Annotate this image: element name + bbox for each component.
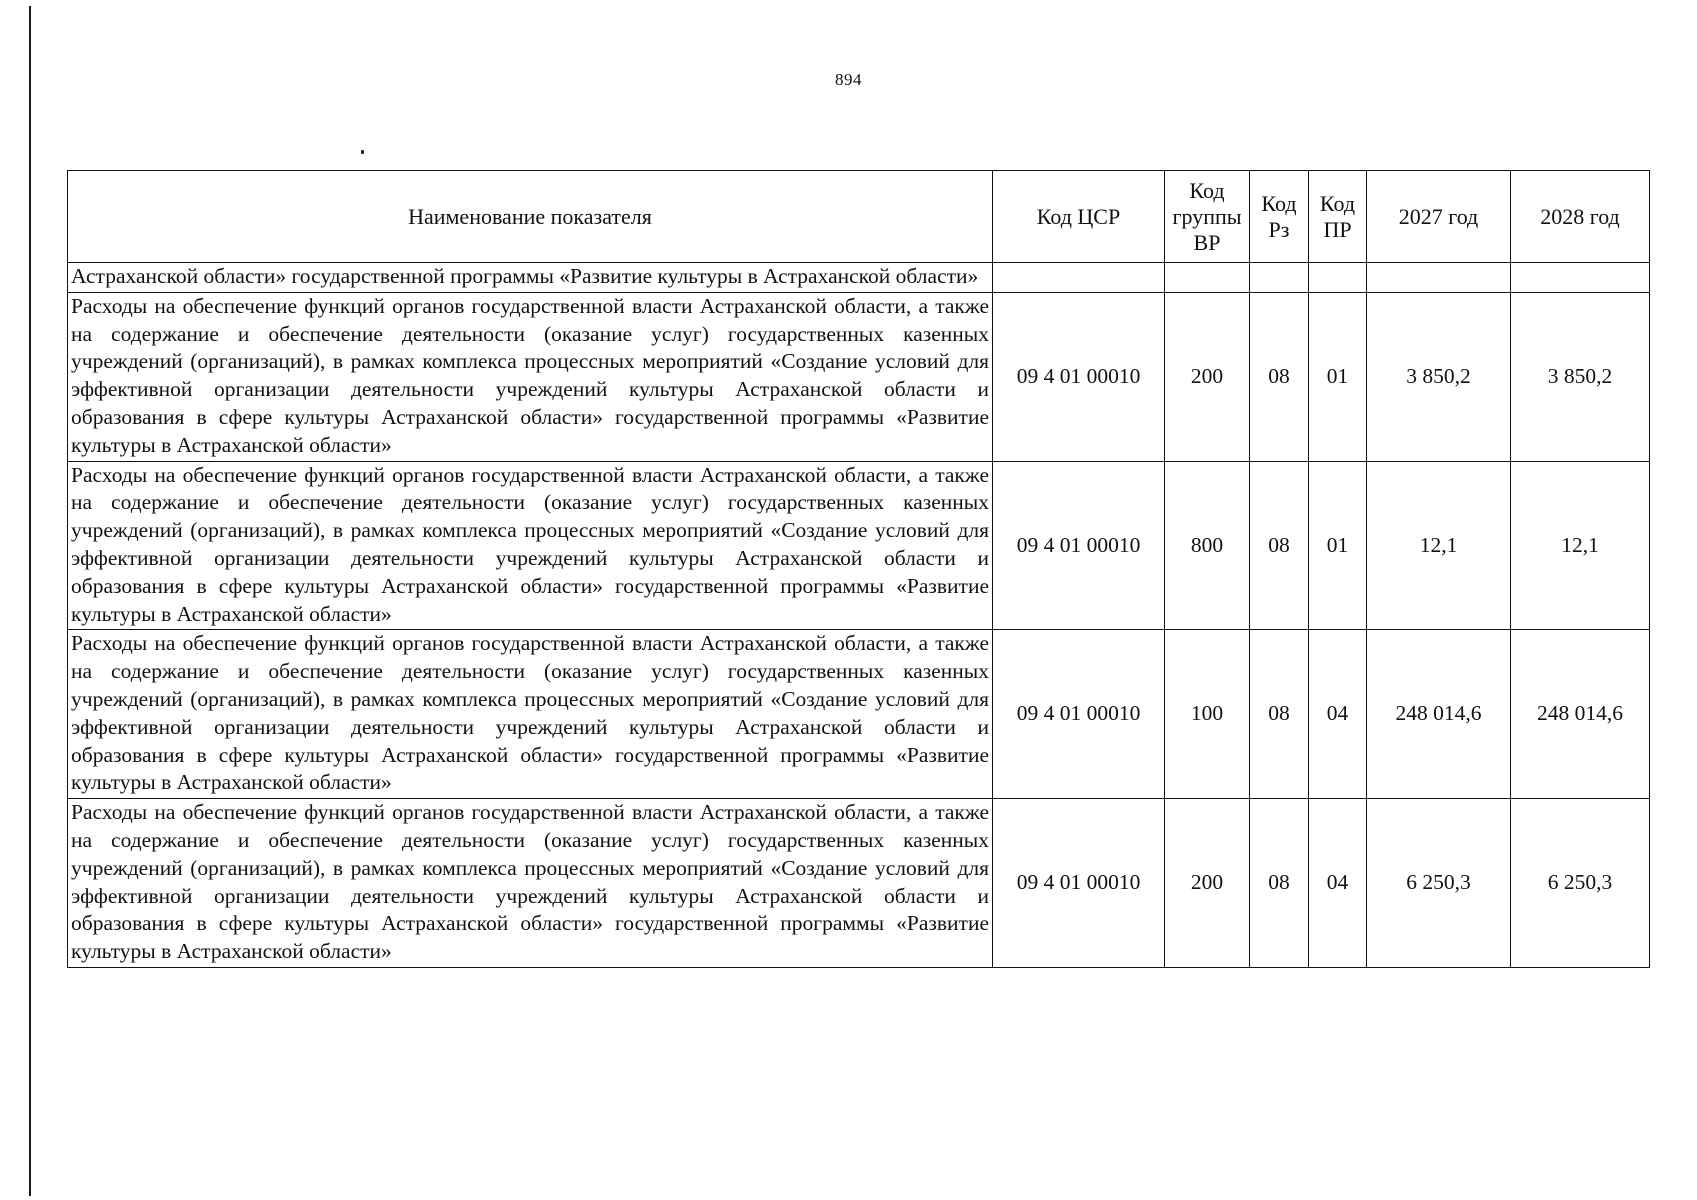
header-vr-group-code: Код группы ВР [1165, 171, 1250, 263]
indicator-name-cell: Расходы на обеспечение функций органов государственной власти Астраханской области, а также на содержание и обеспечение деятельности (оказание услуг) государственных казенных учреждений (организаций), в рамках комплекса процессных мероприятий «Создание условий для эффективной организации деятельности учреждений культуры Астраханской области и образования в сфере культуры Астраханской области» государственной программы «Развитие культуры в Астраханской области» [68, 292, 993, 461]
scan-edge-line [29, 6, 31, 1196]
rz-code-cell [1250, 263, 1309, 293]
vr-code-cell: 200 [1165, 292, 1250, 461]
csr-code-cell: 09 4 01 00010 [993, 461, 1165, 630]
rz-code-cell: 08 [1250, 292, 1309, 461]
csr-code-cell: 09 4 01 00010 [993, 630, 1165, 799]
vr-code-cell: 100 [1165, 630, 1250, 799]
rz-code-cell: 08 [1250, 461, 1309, 630]
indicator-name-cell: Астраханской области» государственной программы «Развитие культуры в Астраханской области» [68, 263, 993, 293]
vr-code-cell: 800 [1165, 461, 1250, 630]
amount-2027-cell: 248 014,6 [1367, 630, 1511, 799]
amount-2027-cell: 6 250,3 [1367, 799, 1511, 968]
table-row [68, 630, 1650, 799]
header-year-2028: 2028 год [1511, 171, 1650, 263]
vr-code-cell [1165, 263, 1250, 293]
scan-speck [361, 150, 364, 154]
amount-2028-cell: 12,1 [1511, 461, 1650, 630]
pr-code-cell: 04 [1309, 799, 1367, 968]
csr-code-cell: 09 4 01 00010 [993, 292, 1165, 461]
table-row [68, 799, 1650, 968]
table-row [68, 292, 1650, 461]
amount-2027-cell: 3 850,2 [1367, 292, 1511, 461]
header-indicator-name: Наименование показателя [68, 171, 993, 263]
rz-code-cell: 08 [1250, 799, 1309, 968]
amount-2027-cell: 12,1 [1367, 461, 1511, 630]
rz-code-cell: 08 [1250, 630, 1309, 799]
header-year-2027: 2027 год [1367, 171, 1511, 263]
pr-code-cell: 01 [1309, 461, 1367, 630]
indicator-name-cell: Расходы на обеспечение функций органов государственной власти Астраханской области, а также на содержание и обеспечение деятельности (оказание услуг) государственных казенных учреждений (организаций), в рамках комплекса процессных мероприятий «Создание условий для эффективной организации деятельности учреждений культуры Астраханской области и образования в сфере культуры Астраханской области» государственной программы «Развитие культуры в Астраханской области» [68, 461, 993, 630]
header-pr-code: Код ПР [1309, 171, 1367, 263]
pr-code-cell: 01 [1309, 292, 1367, 461]
csr-code-cell: 09 4 01 00010 [993, 799, 1165, 968]
amount-2028-cell: 248 014,6 [1511, 630, 1650, 799]
amount-2027-cell [1367, 263, 1511, 293]
vr-code-cell: 200 [1165, 799, 1250, 968]
pr-code-cell [1309, 263, 1367, 293]
table-row [68, 461, 1650, 630]
header-csr-code: Код ЦСР [993, 171, 1165, 263]
page-number: 894 [835, 70, 862, 89]
indicator-name-cell: Расходы на обеспечение функций органов государственной власти Астраханской области, а также на содержание и обеспечение деятельности (оказание услуг) государственных казенных учреждений (организаций), в рамках комплекса процессных мероприятий «Создание условий для эффективной организации деятельности учреждений культуры Астраханской области и образования в сфере культуры Астраханской области» государственной программы «Развитие культуры в Астраханской области» [68, 630, 993, 799]
csr-code-cell [993, 263, 1165, 293]
amount-2028-cell: 3 850,2 [1511, 292, 1650, 461]
table-header-row [68, 171, 1650, 263]
table-row [68, 263, 1650, 293]
indicator-name-cell: Расходы на обеспечение функций органов государственной власти Астраханской области, а также на содержание и обеспечение деятельности (оказание услуг) государственных казенных учреждений (организаций), в рамках комплекса процессных мероприятий «Создание условий для эффективной организации деятельности учреждений культуры Астраханской области и образования в сфере культуры Астраханской области» государственной программы «Развитие культуры в Астраханской области» [68, 799, 993, 968]
budget-table [67, 170, 1650, 968]
pr-code-cell: 04 [1309, 630, 1367, 799]
amount-2028-cell [1511, 263, 1650, 293]
header-rz-code: Код Рз [1250, 171, 1309, 263]
amount-2028-cell: 6 250,3 [1511, 799, 1650, 968]
